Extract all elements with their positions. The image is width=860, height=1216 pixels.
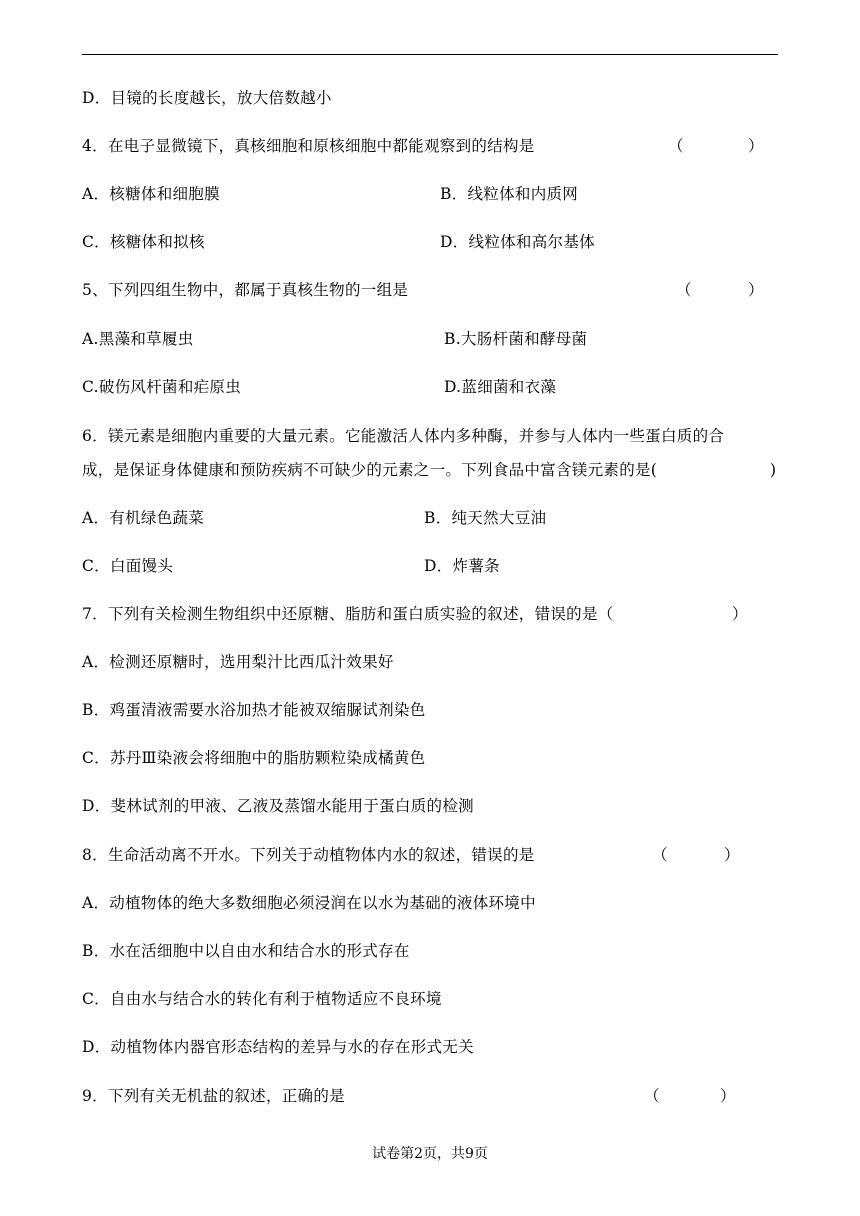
q6-stem-line2: 成，是保证身体健康和预防疾病不可缺少的元素之一。下列食品中富含镁元素的是( xyxy=(82,461,658,479)
page-footer: 试卷第2页，共9页 xyxy=(372,1146,488,1162)
q6-option-d: D．炸薯条 xyxy=(424,557,500,575)
q8-option-b: B．水在活细胞中以自由水和结合水的形式存在 xyxy=(82,942,410,960)
q8-option-a: A．动植物体的绝大多数细胞必须浸润在以水为基础的液体环境中 xyxy=(82,894,536,912)
q4-option-c: C．核糖体和拟核 xyxy=(82,233,205,251)
q4-answer-open: （ xyxy=(668,137,684,155)
q7-answer-close: ） xyxy=(732,605,748,623)
q7-stem: 7．下列有关检测生物组织中还原糖、脂肪和蛋白质实验的叙述，错误的是（ xyxy=(82,605,614,623)
q7-option-b: B．鸡蛋清液需要水浴加热才能被双缩脲试剂染色 xyxy=(82,701,426,719)
q4-option-d: D．线粒体和高尔基体 xyxy=(440,233,595,251)
q7-option-a: A．检测还原糖时，选用梨汁比西瓜汁效果好 xyxy=(82,653,394,671)
q8-stem: 8．生命活动离不开水。下列关于动植物体内水的叙述，错误的是 xyxy=(82,846,535,864)
q5-option-b: B.大肠杆菌和酵母菌 xyxy=(444,330,588,348)
q8-option-c: C．自由水与结合水的转化有利于植物适应不良环境 xyxy=(82,990,442,1008)
q6-option-b: B．纯天然大豆油 xyxy=(424,509,547,527)
q8-option-d: D．动植物体内器官形态结构的差异与水的存在形式无关 xyxy=(82,1038,474,1056)
q5-stem: 5、下列四组生物中，都属于真核生物的一组是 xyxy=(82,281,409,299)
q5-option-c: C.破伤风杆菌和疟原虫 xyxy=(82,378,242,396)
q4-option-a: A．核糖体和细胞膜 xyxy=(82,185,220,203)
q7-option-c: C．苏丹Ⅲ染液会将细胞中的脂肪颗粒染成橘黄色 xyxy=(82,749,426,767)
q4-option-b: B．线粒体和内质网 xyxy=(440,185,579,203)
q9-stem: 9．下列有关无机盐的叙述，正确的是 xyxy=(82,1087,345,1105)
header-rule xyxy=(82,54,778,55)
q8-answer-close: ） xyxy=(724,846,740,864)
q9-answer-open: （ xyxy=(644,1087,660,1105)
q6-option-c: C．白面馒头 xyxy=(82,557,174,575)
q6-answer-close: ) xyxy=(770,461,777,479)
q8-answer-open: （ xyxy=(652,846,668,864)
q6-stem-line1: 6．镁元素是细胞内重要的大量元素。它能激活人体内多种酶，并参与人体内一些蛋白质的合 xyxy=(82,427,725,445)
q9-answer-close: ） xyxy=(720,1087,736,1105)
q5-answer-open: （ xyxy=(676,281,692,299)
q4-answer-close: ） xyxy=(748,137,764,155)
q4-stem: 4．在电子显微镜下，真核细胞和原核细胞中都能观察到的结构是 xyxy=(82,137,535,155)
q3-option-d: D．目镜的长度越长，放大倍数越小 xyxy=(82,89,332,107)
q5-answer-close: ） xyxy=(748,281,764,299)
q7-option-d: D．斐林试剂的甲液、乙液及蒸馏水能用于蛋白质的检测 xyxy=(82,797,474,815)
q5-option-a: A.黑藻和草履虫 xyxy=(82,330,194,348)
q5-option-d: D.蓝细菌和衣藻 xyxy=(444,378,557,396)
q6-option-a: A．有机绿色蔬菜 xyxy=(82,509,205,527)
